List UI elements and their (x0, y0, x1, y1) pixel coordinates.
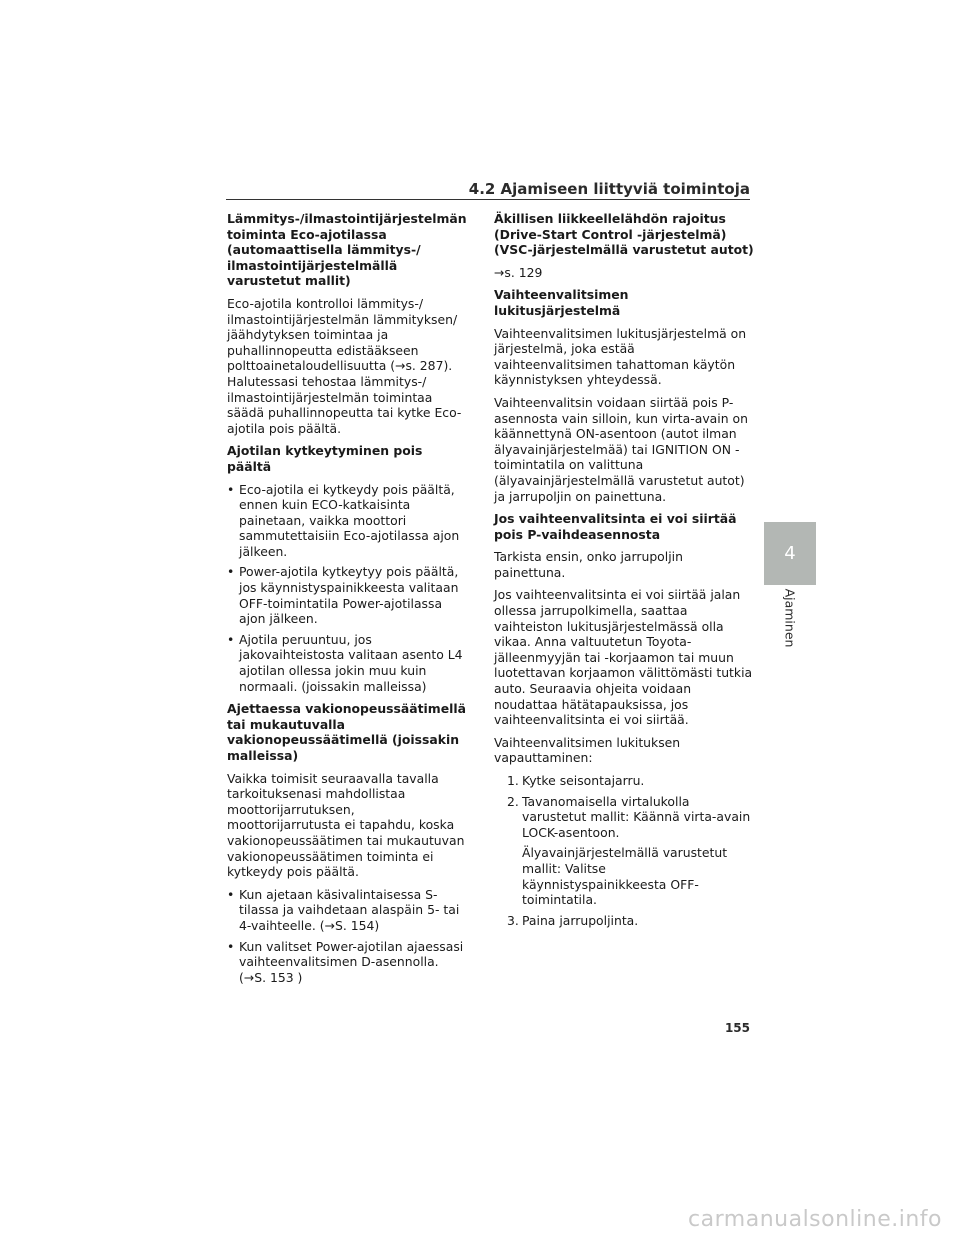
left-column (227, 211, 467, 992)
step-number: 2. (507, 793, 519, 809)
step-text: Kytke seisontajarru. (522, 773, 645, 788)
step-text: Paina jarrupoljinta. (522, 912, 639, 928)
heading-cannot-shift: Jos vaihteenvalitsinta ei voi siirtää pois P-vaihdeasennosta (494, 511, 737, 542)
list-item: • Ajotila peruuntuu, jos jakovaihteistosta valitaan asento L4 ajotilan ollessa jokin muu kuin normaali. (joissakin malleissa) (227, 632, 467, 694)
bullet-list-cruise-control (227, 887, 467, 986)
list-item: • Kun valitset Power-ajotilan ajaessasi vaihteenvalitsimen D-asennolla. (→S. 153 ) (227, 939, 467, 986)
paragraph-malfunction: Jos vaihteenvalitsinta ei voi siirtää jalan ollessa jarrupolkimella, saattaa vaihteiston lukitusjärjestelmässä olla vikaa. Anna valtuutetun Toyota-jälleenmyyjän tai -korjaamon tai muun luotettavan korjaamon välittömästi tutkia auto. Seuraavia ohjeita voidaan noudattaa hätätapauksissa, jos vaihteenvalitsinta ei voi siirtää. (494, 587, 753, 728)
chapter-tab[interactable] (764, 522, 816, 585)
heading-cruise-control: Ajettaessa vakionopeussäätimellä tai mukautuvalla vakionopeussäätimellä (joissakin malleissa) (227, 701, 466, 763)
page-number: 155 (724, 1021, 750, 1035)
section-title: 4.2 Ajamiseen liittyviä toimintoja (468, 180, 750, 198)
chapter-label-text: Ajaminen (782, 588, 798, 648)
paragraph-check-brake: Tarkista ensin, onko jarrupoljin painettuna. (494, 549, 683, 580)
paragraph-shift-lock-desc: Vaihteenvalitsimen lukitusjärjestelmä on järjestelmä, joka estää vaihteenvalitsimen tahattoman käytön käynnistyksen yhteydessä. (494, 325, 747, 388)
watermark: carmanualsonline.info (688, 1207, 942, 1232)
step-number: 3. (507, 912, 519, 928)
list-item: • Kun ajetaan käsivalintaisessa S-tilassa ja vaihdetaan alaspäin 5- tai 4-vaihteelle. (→S. 154) (227, 887, 467, 934)
step-subtext: Älyavainjärjestelmällä varustetut mallit: Valitse käynnistyspainikkeesta OFF-toimintatila. (522, 845, 728, 908)
heading-shift-lock: Vaihteenvalitsimen lukitusjärjestelmä (494, 287, 629, 318)
chapter-label (764, 588, 816, 648)
release-steps (494, 773, 754, 928)
list-item: • Eco-ajotila ei kytkeydy pois päältä, ennen kuin ECO-katkaisinta painetaan, vaikka moottori sammutettaisiin Eco-ajotilassa ajon jälkeen. (227, 482, 467, 560)
bullet-list-mode-off (227, 482, 467, 695)
heading-mode-off: Ajotilan kytkeytyminen pois päältä (227, 443, 423, 474)
step-item (494, 794, 754, 908)
paragraph-cruise-control: Vaikka toimisit seuraavalla tavalla tarkoituksenasi mahdollistaa moottorijarrutuksen, moottorijarrutusta ei tapahdu, koska vakionopeussäätimen tai mukautuvan vakionopeussäätimen toiminta ei kytkeydy pois päältä. (227, 770, 465, 880)
step-text: Tavanomaisella virtalukolla varustetut mallit: Käännä virta-avain LOCK-asentoon. (522, 793, 751, 840)
step-item (494, 773, 754, 789)
step-number: 1. (507, 773, 519, 788)
header-divider (226, 199, 750, 200)
chapter-number: 4 (784, 543, 796, 564)
heading-drive-start-control: Äkillisen liikkeellelähdön rajoitus (Drive-Start Control -järjestelmä) (VSC-järjestelmällä varustetut autot) (494, 211, 754, 258)
step-item (494, 913, 754, 929)
list-item: • Power-ajotila kytkeytyy pois päältä, jos käynnistyspainikkeesta valitaan OFF-toimintatila Power-ajotilassa ajon jälkeen. (227, 564, 467, 626)
right-column (494, 211, 754, 935)
page-reference: →s. 129 (494, 264, 543, 280)
paragraph-eco-climate: Eco-ajotila kontrolloi lämmitys-/ ilmastointijärjestelmän lämmityksen/ jäähdytyksen toimintaa ja puhallinnopeutta edistääkseen polttoainetaloudellisuutta (→s. 287). Halutessasi tehostaa lämmitys-/ ilmastointijärjestelmän toimintaa säädä puhallinnopeutta tai kytke Eco-ajotila pois päältä. (227, 295, 462, 436)
paragraph-release-intro: Vaihteenvalitsimen lukituksen vapauttaminen: (494, 734, 681, 766)
heading-eco-climate: Lämmitys-/ilmastointijärjestelmän toiminta Eco-ajotilassa (automaattisella lämmitys-/ ilmastointijärjestelmällä varustetut mallit) (227, 211, 467, 289)
paragraph-shift-lock-conditions: Vaihteenvalitsin voidaan siirtää pois P-asennosta vain silloin, kun virta-avain on käännettynä ON-asentoon (autot ilman älyavainjärjestelmää) tai IGNITION ON -toimintatila on valittuna (älyavainjärjestelmällä varustetut autot) ja jarrupoljin on painettuna. (494, 394, 748, 504)
